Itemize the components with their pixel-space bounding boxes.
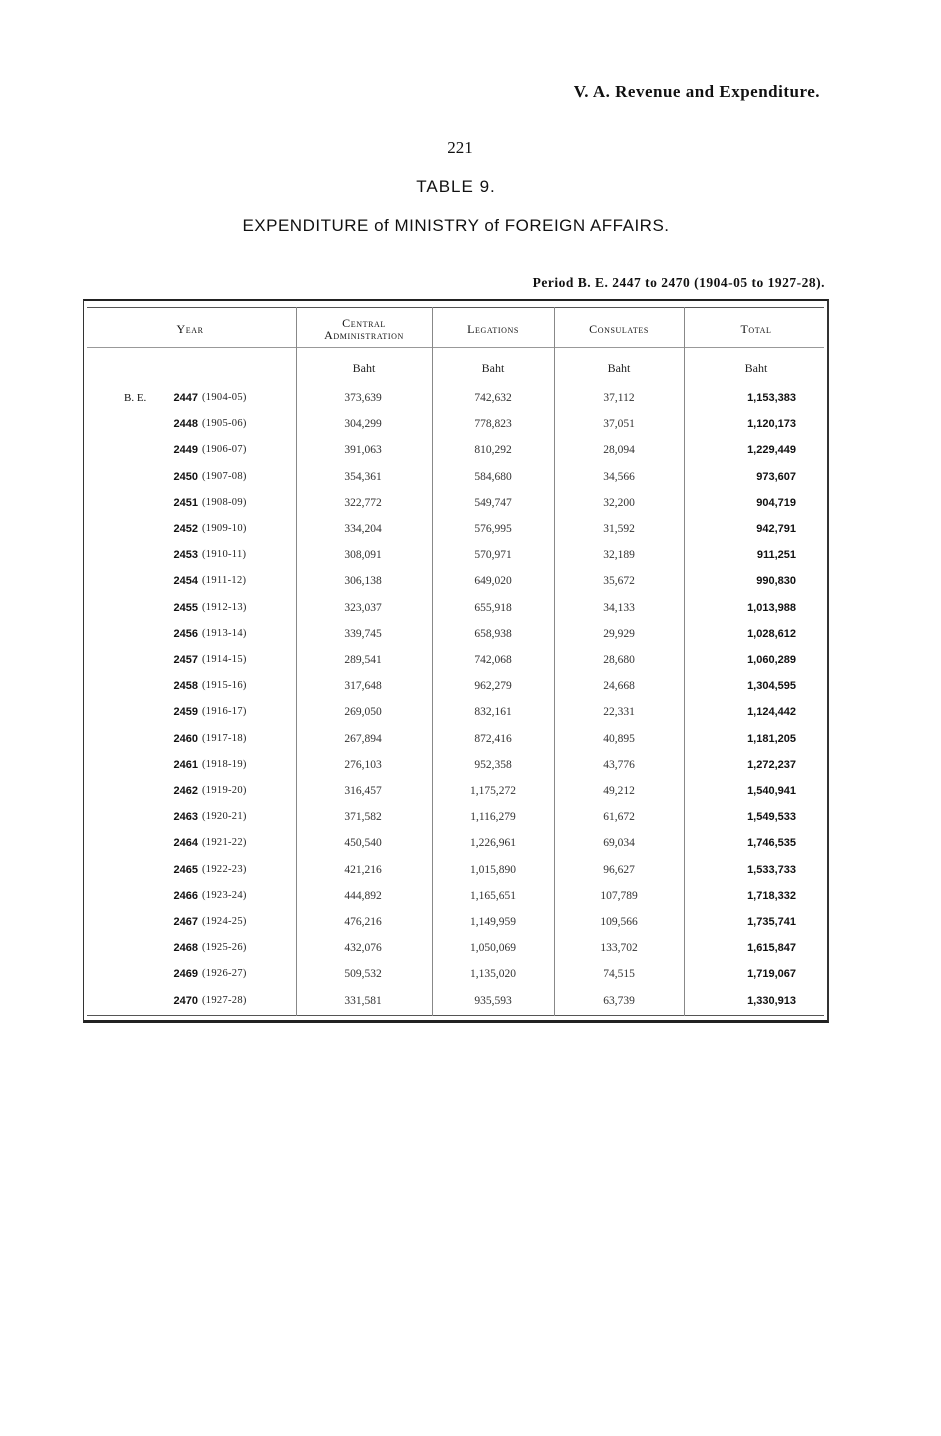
central-administration-value: 334,204 [344, 523, 382, 535]
legations-value: 952,358 [474, 758, 512, 771]
consulates-value: 74,515 [603, 968, 635, 981]
central-administration-value: 323,037 [344, 601, 382, 614]
year-ad: (1904-05) [202, 392, 247, 403]
central-administration-value: 373,639 [344, 392, 382, 404]
table-row [84, 599, 830, 625]
year-ad: (1919-20) [202, 785, 247, 796]
consulates-value: 34,566 [603, 470, 635, 483]
total-value: 1,533,733 [747, 863, 796, 876]
consulates-value: 29,929 [603, 627, 635, 640]
table-row [84, 992, 830, 1018]
year-era [124, 965, 158, 983]
header-consulates: Consulates [589, 322, 649, 336]
legations-value: 1,226,961 [470, 837, 516, 850]
total-value: 1,124,442 [747, 706, 796, 719]
year-ad: (1917-18) [202, 732, 247, 744]
central-administration-value: 432,076 [344, 942, 382, 955]
consulates-value: 35,672 [603, 575, 635, 588]
year-ad: (1916-17) [202, 706, 247, 718]
year-be: 2452 [173, 523, 198, 535]
legations-value: 1,050,069 [470, 942, 516, 955]
consulates-value: 69,034 [603, 837, 635, 850]
consulates-value: 37,112 [603, 392, 635, 404]
central-administration-value: 509,532 [344, 968, 382, 981]
consulates-value: 37,051 [603, 418, 635, 431]
total-value: 973,607 [756, 470, 796, 483]
year-be: 2458 [173, 680, 198, 693]
consulates-value: 49,212 [603, 785, 635, 797]
central-administration-value: 308,091 [344, 549, 382, 562]
header-legations: Legations [467, 322, 519, 336]
central-administration-value: 276,103 [344, 758, 382, 771]
table-row [84, 703, 830, 729]
table-row [84, 756, 830, 782]
total-value: 1,229,449 [747, 444, 796, 457]
table-row [84, 677, 830, 703]
table-row [84, 887, 830, 913]
year-ad: (1912-13) [202, 601, 247, 613]
year-ad: (1926-27) [202, 968, 247, 980]
table-row [84, 834, 830, 860]
unit-central: Baht [352, 361, 376, 375]
year-era [124, 441, 158, 459]
year-era [124, 625, 158, 643]
consulates-value: 107,789 [600, 889, 638, 902]
central-administration-value: 316,457 [344, 785, 382, 797]
total-value: 1,028,612 [747, 627, 796, 640]
total-value: 1,181,205 [747, 732, 796, 745]
year-be: 2453 [173, 549, 198, 562]
year-ad: (1906-07) [202, 444, 247, 456]
total-value: 1,153,383 [747, 392, 796, 404]
year-be: 2455 [173, 601, 198, 614]
total-value: 904,719 [756, 496, 796, 509]
central-administration-value: 354,361 [344, 470, 382, 483]
legations-value: 778,823 [474, 418, 512, 431]
year-be: 2454 [173, 575, 198, 588]
legations-value: 658,938 [474, 627, 512, 640]
table-row [84, 913, 830, 939]
year-ad: (1918-19) [202, 758, 247, 770]
year-ad: (1915-16) [202, 680, 247, 692]
consulates-value: 40,895 [603, 732, 635, 745]
table-row [84, 415, 830, 441]
legations-value: 1,015,890 [470, 863, 516, 876]
total-value: 1,013,988 [747, 601, 796, 614]
consulates-value: 32,189 [603, 549, 635, 562]
year-be: 2448 [173, 418, 198, 431]
table-inner-top-rule [87, 307, 824, 308]
central-administration-value: 289,541 [344, 654, 382, 666]
year-ad: (1913-14) [202, 627, 247, 639]
consulates-value: 28,680 [603, 654, 635, 666]
central-administration-value: 421,216 [344, 863, 382, 876]
year-era [124, 861, 158, 879]
year-ad: (1910-11) [202, 549, 247, 561]
legations-value: 1,116,279 [470, 811, 516, 824]
year-era [124, 782, 158, 800]
central-administration-value: 304,299 [344, 418, 382, 431]
year-be: 2449 [173, 444, 198, 457]
year-be: 2468 [173, 942, 198, 955]
central-administration-value: 339,745 [344, 627, 382, 640]
consulates-value: 32,200 [603, 496, 635, 509]
central-administration-value: 269,050 [344, 706, 382, 719]
header-central-line1: Central [342, 316, 386, 330]
central-administration-value: 476,216 [344, 916, 382, 928]
year-be: 2465 [173, 863, 198, 876]
year-ad: (1909-10) [202, 523, 247, 534]
year-ad: (1927-28) [202, 994, 247, 1006]
total-value: 1,615,847 [747, 942, 796, 955]
legations-value: 1,165,651 [470, 889, 516, 902]
year-be: 2466 [173, 889, 198, 902]
year-era [124, 415, 158, 433]
year-era [124, 939, 158, 957]
table-row [84, 782, 830, 808]
year-ad: (1925-26) [202, 942, 247, 954]
total-value: 1,060,289 [747, 654, 796, 666]
year-be: 2467 [173, 916, 198, 928]
year-ad: (1914-15) [202, 654, 247, 665]
table-row [84, 389, 830, 415]
legations-value: 872,416 [474, 732, 512, 745]
year-era [124, 808, 158, 826]
year-era [124, 887, 158, 905]
central-administration-value: 317,648 [344, 680, 382, 693]
central-administration-value: 267,894 [344, 732, 382, 745]
period-note: Period B. E. 2447 to 2470 (1904-05 to 1927-28). [532, 275, 825, 290]
legations-value: 576,995 [474, 523, 512, 535]
year-be: 2459 [173, 706, 198, 719]
year-era [124, 494, 158, 512]
legations-value: 935,593 [474, 994, 512, 1007]
legations-value: 570,971 [474, 549, 512, 562]
table-row [84, 651, 830, 677]
header-central-line2: Administration [324, 328, 404, 342]
legations-value: 742,632 [474, 392, 512, 404]
consulates-value: 34,133 [603, 601, 635, 614]
unit-legations: Baht [481, 361, 505, 375]
year-ad: (1924-25) [202, 916, 247, 927]
central-administration-value: 450,540 [344, 837, 382, 850]
expenditure-table [83, 299, 829, 1023]
total-value: 1,719,067 [747, 968, 796, 981]
header-central-administration [296, 313, 432, 345]
page-number: 221 [447, 138, 473, 157]
legations-value: 810,292 [474, 444, 512, 457]
year-be: 2456 [173, 627, 198, 640]
year-ad: (1905-06) [202, 418, 247, 430]
table-row [84, 861, 830, 887]
central-administration-value: 371,582 [344, 811, 382, 824]
central-administration-value: 391,063 [344, 444, 382, 457]
total-value: 1,120,173 [747, 418, 796, 431]
year-era [124, 992, 158, 1010]
year-era [124, 651, 158, 669]
table-row [84, 520, 830, 546]
total-value: 911,251 [756, 549, 796, 562]
year-be: 2451 [173, 496, 198, 509]
table-row [84, 468, 830, 494]
total-value: 1,746,535 [747, 837, 796, 850]
total-value: 990,830 [756, 575, 796, 588]
consulates-value: 61,672 [603, 811, 635, 824]
consulates-value: 31,592 [603, 523, 635, 535]
year-be: 2450 [173, 470, 198, 483]
year-era [124, 599, 158, 617]
consulates-value: 43,776 [603, 758, 635, 771]
year-era [124, 468, 158, 486]
table-row [84, 730, 830, 756]
year-era [124, 572, 158, 590]
total-value: 1,304,595 [747, 680, 796, 693]
year-era [124, 730, 158, 748]
table-label: TABLE 9. [416, 177, 496, 196]
year-era [124, 703, 158, 721]
year-era [124, 834, 158, 852]
year-era [124, 913, 158, 931]
total-value: 1,330,913 [747, 994, 796, 1007]
year-be: 2461 [173, 758, 198, 771]
year-be: 2457 [173, 654, 198, 666]
header-year: Year [176, 322, 204, 336]
year-ad: (1921-22) [202, 837, 247, 849]
year-era: B. E. [124, 392, 147, 404]
table-row [84, 808, 830, 834]
legations-value: 655,918 [474, 601, 512, 614]
unit-total: Baht [744, 361, 768, 375]
table-row [84, 965, 830, 991]
total-value: 942,791 [756, 523, 796, 535]
table-row [84, 546, 830, 572]
year-era [124, 546, 158, 564]
year-era [124, 756, 158, 774]
central-administration-value: 306,138 [344, 575, 382, 588]
consulates-value: 133,702 [600, 942, 638, 955]
consulates-value: 24,668 [603, 680, 635, 693]
table-row [84, 572, 830, 598]
central-administration-value: 322,772 [344, 496, 382, 509]
year-be: 2469 [173, 968, 198, 981]
year-be: 2470 [173, 994, 198, 1007]
year-be: 2463 [173, 811, 198, 824]
consulates-value: 109,566 [600, 916, 638, 928]
header-rule [87, 347, 824, 348]
year-ad: (1907-08) [202, 470, 247, 482]
legations-value: 742,068 [474, 654, 512, 666]
table-row [84, 625, 830, 651]
total-value: 1,272,237 [747, 758, 796, 771]
year-ad: (1908-09) [202, 496, 247, 508]
legations-value: 962,279 [474, 680, 512, 693]
year-be: 2460 [173, 732, 198, 745]
central-administration-value: 331,581 [344, 994, 382, 1007]
consulates-value: 63,739 [603, 994, 635, 1007]
year-ad: (1922-23) [202, 863, 247, 875]
total-value: 1,549,533 [747, 811, 796, 824]
table-title: EXPENDITURE of MINISTRY of FOREIGN AFFAIRS. [242, 216, 670, 235]
table-row [84, 939, 830, 965]
legations-value: 1,149,959 [470, 916, 516, 928]
legations-value: 1,135,020 [470, 968, 516, 981]
total-value: 1,735,741 [747, 916, 796, 928]
year-ad: (1923-24) [202, 889, 247, 901]
table-row [84, 494, 830, 520]
unit-consulates: Baht [607, 361, 631, 375]
year-era [124, 677, 158, 695]
consulates-value: 96,627 [603, 863, 635, 876]
consulates-value: 22,331 [603, 706, 635, 719]
year-ad: (1911-12) [202, 575, 247, 587]
total-value: 1,718,332 [747, 889, 796, 902]
legations-value: 832,161 [474, 706, 512, 719]
legations-value: 549,747 [474, 496, 512, 509]
header-total: Total [740, 322, 772, 336]
year-era [124, 520, 158, 538]
year-be: 2462 [173, 785, 198, 797]
legations-value: 649,020 [474, 575, 512, 588]
legations-value: 1,175,272 [470, 785, 516, 797]
year-be: 2464 [173, 837, 198, 850]
legations-value: 584,680 [474, 470, 512, 483]
consulates-value: 28,094 [603, 444, 635, 457]
section-header: V. A. Revenue and Expenditure. [573, 82, 820, 101]
table-row [84, 441, 830, 467]
year-be: 2447 [173, 392, 198, 404]
central-administration-value: 444,892 [344, 889, 382, 902]
year-ad: (1920-21) [202, 811, 247, 823]
total-value: 1,540,941 [747, 785, 796, 797]
